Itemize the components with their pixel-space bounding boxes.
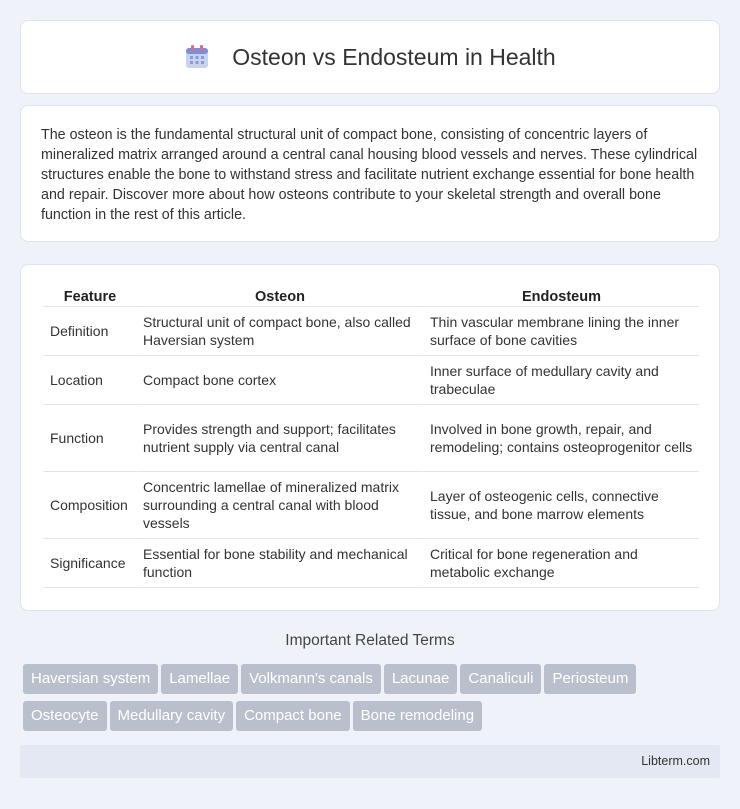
tag-haversian-system[interactable]: Haversian system: [23, 664, 158, 694]
header-osteon: Osteon: [136, 285, 423, 307]
endosteum-cell: Inner surface of medullary cavity and trabeculae: [423, 356, 699, 405]
table-row: [43, 307, 699, 356]
osteon-cell: Provides strength and support; facilitates nutrient supply via central canal: [136, 405, 423, 472]
osteon-cell: Concentric lamellae of mineralized matrix surrounding a central canal with blood vessels: [136, 472, 423, 539]
header-endosteum: Endosteum: [423, 285, 699, 307]
feature-cell: Significance: [43, 539, 136, 588]
osteon-cell: Structural unit of compact bone, also called Haversian system: [136, 307, 423, 356]
endosteum-cell: Thin vascular membrane lining the inner surface of bone cavities: [423, 307, 699, 356]
tag-medullary-cavity[interactable]: Medullary cavity: [110, 701, 234, 731]
osteon-cell: Essential for bone stability and mechanical function: [136, 539, 423, 588]
endosteum-cell: Layer of osteogenic cells, connective tissue, and bone marrow elements: [423, 472, 699, 539]
footer-link[interactable]: Libterm.com: [641, 754, 710, 768]
tag-lacunae[interactable]: Lacunae: [384, 664, 458, 694]
comparison-table: [43, 285, 699, 588]
tag-canaliculi[interactable]: Canaliculi: [460, 664, 541, 694]
tag-periosteum[interactable]: Periosteum: [544, 664, 636, 694]
feature-cell: Composition: [43, 472, 136, 539]
table-row: [43, 472, 699, 539]
feature-cell: Location: [43, 356, 136, 405]
header-feature: Feature: [43, 285, 136, 307]
tag-bone-remodeling[interactable]: Bone remodeling: [353, 701, 482, 731]
related-terms-heading: Important Related Terms: [285, 632, 455, 649]
tag-osteocyte[interactable]: Osteocyte: [23, 701, 107, 731]
table-row: [43, 356, 699, 405]
table-row: [43, 539, 699, 588]
table-row: [43, 405, 699, 472]
feature-cell: Definition: [43, 307, 136, 356]
intro-text: The osteon is the fundamental structural unit of compact bone, consisting of concentric layers of mineralized matrix arranged around a central canal housing blood vessels and nerves. These cylindrical structures enable the bone to withstand stress and facilitate nutrient exchange essential for bone health and repair. Discover more about how osteons contribute to your skeletal strength and overall bone function in the rest of this article.: [41, 127, 698, 223]
related-terms-list: [23, 664, 723, 738]
endosteum-cell: Critical for bone regeneration and metabolic exchange: [423, 539, 699, 588]
osteon-cell: Compact bone cortex: [136, 356, 423, 405]
tag-lamellae[interactable]: Lamellae: [161, 664, 238, 694]
calendar-icon: [184, 44, 210, 70]
feature-cell: Function: [43, 405, 136, 472]
page-title: Osteon vs Endosteum in Health: [232, 43, 556, 70]
footer: [20, 745, 720, 778]
intro-card: [20, 105, 720, 242]
title-card: [20, 20, 720, 94]
comparison-card: [20, 264, 720, 611]
endosteum-cell: Involved in bone growth, repair, and remodeling; contains osteoprogenitor cells: [423, 405, 699, 472]
tag-compact-bone[interactable]: Compact bone: [236, 701, 350, 731]
tag-volkmanns-canals[interactable]: Volkmann's canals: [241, 664, 381, 694]
